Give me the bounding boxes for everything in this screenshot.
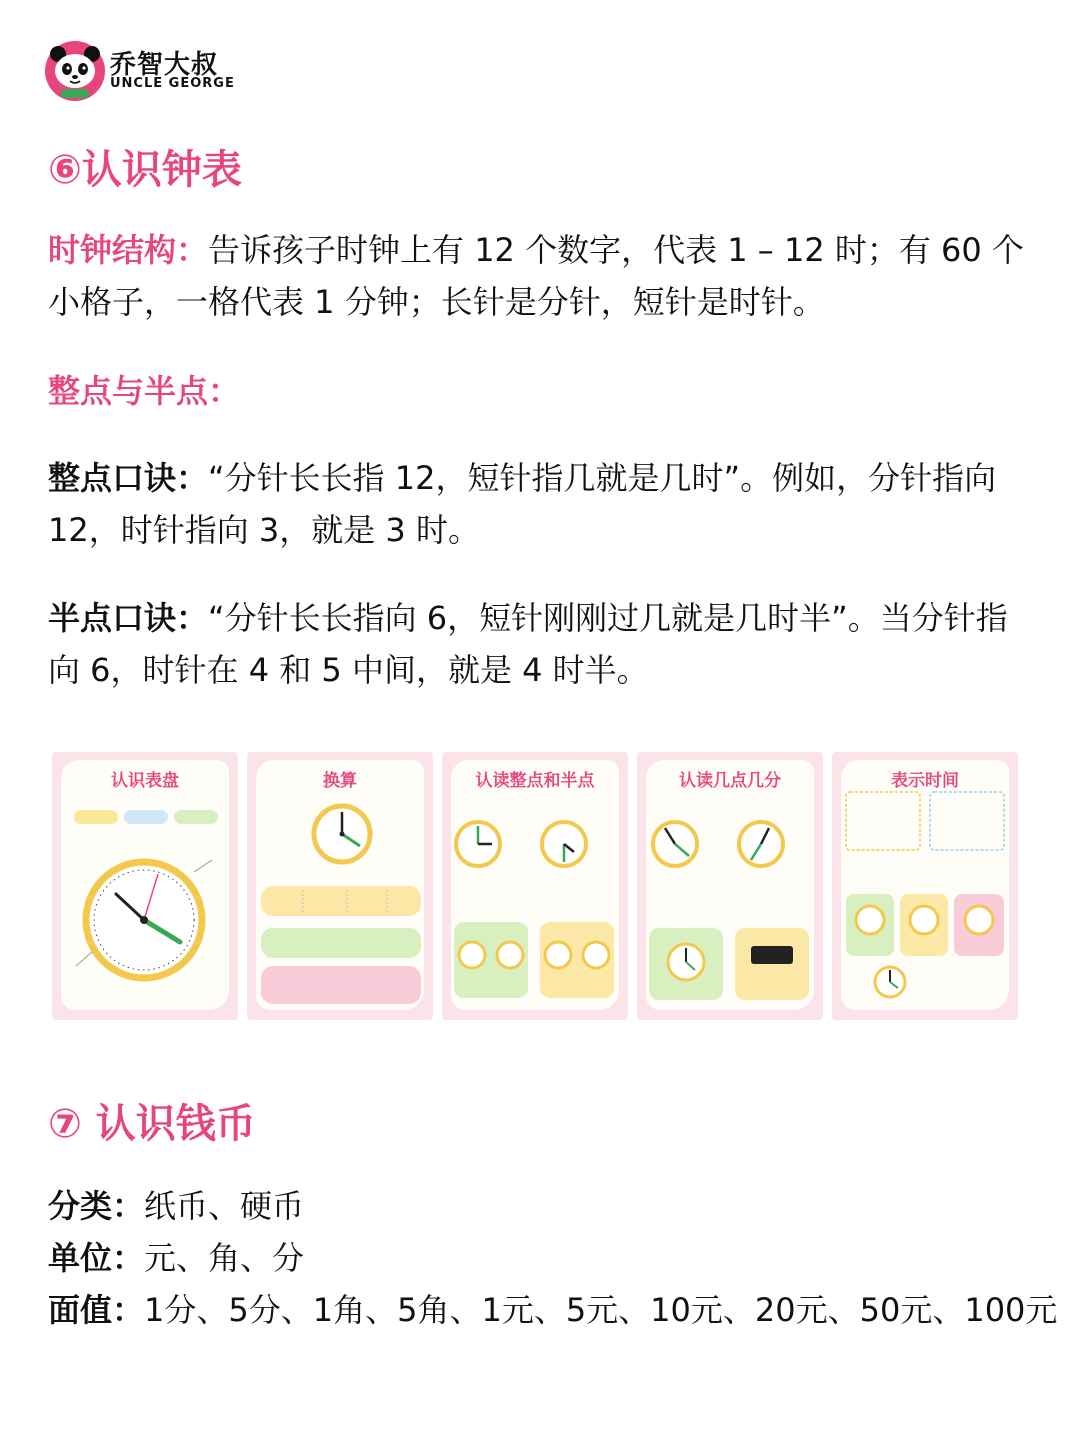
hour-rule-text: “分针长长指 12，短针指几就是几时”。例如，分针指向 12，时针指向 3，就是 3 时。 xyxy=(48,459,997,549)
money-value-label: 面值： xyxy=(48,1291,145,1329)
worksheet-card[interactable] xyxy=(832,752,1018,1020)
clock-structure-text: 告诉孩子时钟上有 12 个数字，代表 1 – 12 时；有 60 个小格子，一格代表 1 分钟；长针是分针，短针是时针。 xyxy=(48,231,1024,321)
panda-logo-icon xyxy=(44,40,106,102)
card-title: 换算 xyxy=(323,771,357,791)
half-rule-label: 半点口诀： xyxy=(48,599,209,637)
money-category-label: 分类： xyxy=(48,1187,145,1225)
money-value-line xyxy=(48,1286,1057,1334)
money-unit-text: 元、角、分 xyxy=(144,1239,305,1277)
money-category-text: 纸币、硬币 xyxy=(144,1187,305,1225)
brand-logo xyxy=(44,40,244,102)
worksheet-card[interactable] xyxy=(442,752,628,1020)
clock-structure-paragraph xyxy=(48,224,1038,328)
hour-half-clocks-illustration xyxy=(442,752,628,1020)
card-title: 认识表盘 xyxy=(111,771,179,791)
brand-name-cn: 乔智大叔 xyxy=(110,50,219,80)
conversion-table-illustration xyxy=(247,752,433,1020)
card-title: 认读整点和半点 xyxy=(475,771,595,791)
hour-rule-label: 整点口诀： xyxy=(48,459,209,497)
money-unit-line xyxy=(48,1234,304,1282)
tell-time-illustration xyxy=(832,752,1018,1020)
section-title-money: ⑦ 认识钱币 xyxy=(48,1101,256,1147)
card-title: 认读几点几分 xyxy=(679,771,781,791)
card-title: 表示时间 xyxy=(891,771,959,791)
worksheet-card[interactable] xyxy=(247,752,433,1020)
worksheet-card[interactable] xyxy=(637,752,823,1020)
clock-worksheet-gallery xyxy=(52,752,1020,1022)
read-time-clocks-illustration xyxy=(637,752,823,1020)
money-category-line xyxy=(48,1182,304,1230)
money-unit-label: 单位： xyxy=(48,1239,145,1277)
clock-structure-label: 时钟结构： xyxy=(48,231,209,269)
money-value-text: 1分、5分、1角、5角、1元、5元、10元、20元、50元、100元 xyxy=(144,1291,1058,1329)
half-rule-paragraph xyxy=(48,592,1038,696)
half-rule-text: “分针长长指向 6，短针刚刚过几就是几时半”。当分针指向 6，时针在 4 和 5 中间，就是 4 时半。 xyxy=(48,599,1008,689)
hour-half-subtitle: 整点与半点： xyxy=(48,372,241,410)
brand-name-en: UNCLE GEORGE xyxy=(110,76,235,91)
clock-face-illustration xyxy=(52,752,238,1020)
section-title-clock: ⑥认识钟表 xyxy=(48,147,242,193)
hour-rule-paragraph xyxy=(48,452,1038,556)
worksheet-card[interactable] xyxy=(52,752,238,1020)
